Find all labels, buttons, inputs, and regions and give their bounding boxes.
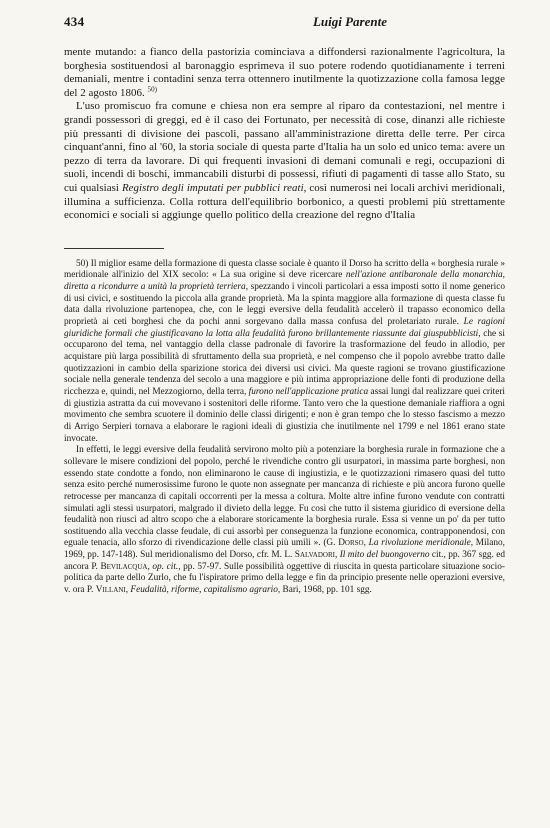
footnote-number: 50) — [76, 258, 89, 269]
body-paragraph — [64, 46, 505, 100]
author-name: Bevilacqua — [100, 561, 148, 572]
book-page — [64, 14, 505, 597]
author-name: Dorso — [338, 538, 364, 549]
author-name: Salvadori — [294, 550, 335, 561]
italic-text: furono nell'applicazione pratica — [248, 386, 369, 397]
text-run: mente mutando: a fianco della pastorizia cominciava a diffondersi razionalmente l'agricoltura, la borghesia sostituendosi al baronaggio esprimeva il suo potere rodendo quotidianamente i terreni demaniali, mentre i contadini senza terra ottennero inutilmente la quotizzazione colla famosa legge del 2 agosto 1806. — [64, 46, 505, 99]
italic-text: La rivoluzione meridionale — [368, 538, 471, 549]
text-run: , — [147, 561, 153, 572]
text-run: , — [334, 550, 340, 561]
text-run: , — [125, 585, 131, 596]
author-name: Villani — [95, 585, 126, 596]
italic-text: nell'azione antibaronale della monarchia, diretta a ricondurre a unità la proprietà terriera — [64, 270, 505, 293]
text-run: cit., pp. 367 sgg. ed ancora P. — [64, 550, 505, 572]
footnote-block — [64, 259, 505, 597]
italic-text: Feudalità, riforme, capitalismo agrario — [130, 585, 278, 596]
body-paragraph — [64, 100, 505, 222]
text-run: , Milano, 1969, pp. 147-148). Sul meridionalismo del Dorso, cfr. M. L. — [64, 538, 505, 561]
text-run: L'uso promiscuo fra comune e chiesa non era sempre al riparo da contestazioni, nel mentre i grandi possessori di greggi, ed è il caso dei Fortunato, per necessità di cose, dinanzi alle richieste più pressanti di divisione dei pascoli, passano all'amministrazione diretta delle terre. Per circa cinquant'anni, fino al '60, la storia sociale di questa parte d'Italia ha un solo ed unico tema: avere un pezzo di terra da lavorare. Di qui frequenti invasioni di demani comunali e regi, occupazioni di suoli, incendi di boschi, immancabili disturbi di possessi, rifiuti di pagamenti di tasse allo Stato, su cui qualsiasi — [64, 100, 505, 194]
text-run: , pp. 57-97. Sulle possibilità oggettive di riuscita in questa particolare situazione socio-politica da parte dello Zurlo, che fu l'ispiratore primo della legge e fin da principio presente nelle operazioni eversive, v. ora P. — [64, 561, 506, 596]
text-run: In effetti, le leggi eversive della feudalità servirono molto più a potenziare la borghesia rurale in formazione che a sollevare le misere condizioni del popolo, perché le rivendiche contro gli usurpatori, in massima parte borghesi, non essendo state condotte a fondo, non eliminarono le cause di ingiustizia, e le quotizzazioni rimasero quasi del tutto senza esito perché numerosissime furono le quote non assegnate per mancanza di richieste e più ancora furono quelle retrocesse per mancanza di capitali occorrenti per la messa a coltura. Molte altre infine furono vendute con contratti simulati agli stessi usurpatori, malgrado il divieto della legge. Fu così che tutto il sistema giuridico di eversione della feudalità non riuscì ad altro scopo che a elaborare storicamente la borghesia rurale. Essa si venne un po' da per tutto sostituendo alla vecchia classe feudale, di cui assorbì per conseguenza la funzione economica, contrapponendosi, con eguale tenacia, allo sforzo di rivendicazione delle classi più umili ». (G. — [64, 445, 505, 549]
text-run: Il miglior esame della formazione di questa classe sociale è quanto il Dorso ha scritto della « borghesia rurale » meridionale all'inizio del XIX secolo: « La sua origine si deve ricercare — [64, 258, 505, 281]
italic-text: op. cit. — [152, 561, 179, 572]
text-run: , che si occuparono del tema, nel vantaggio della classe padronale di favorire la trasformazione del feudo in allodio, per acquistare più larga possibilità di sfruttamento della sua proprietà, e nel compenso che il popolo avrebbe tratto dalle quotizzazioni in cambio della sparizione storica dei diversi usi civici. Ma queste ragioni se trovano giustificazione sociale nella generale tendenza del secolo a una maggiore e più intima appropriazione delle fonti di produzione della ricchezza e, quindi, nel Mezzogiorno, della terra, — [64, 328, 505, 397]
text-run: assai lungi dal realizzare quei criteri di giustizia astratta da cui movevano i sostenitori delle riforme. Tanto vero che la questione demaniale riaffiora a ogni movimento che sembra scuotere il dominio delle classi dirigenti; e non è gran tempo che lo stesso fascismo a mezzo di Arrigo Serpieri tornava a elaborare le ragioni ideali di giustizia che inutilmente nel 1799 e nel 1861 erano state invocate. — [64, 386, 505, 444]
footnote-paragraph — [64, 259, 505, 446]
text-run: , così numerosi nei locali archivi meridionali, illumina a sufficienza. Colla rottura dell'equilibrio borbonico, a questi problemi più strettamente economici e sociali si aggiunge quello politico della creazione del regno d'Italia — [64, 181, 505, 222]
italic-text: Le ragioni giuridiche formali che giustificavano la lotta alla feudalità furono brillantemente riassunte dai giuspubblicisti — [64, 317, 506, 339]
text-run: , Bari, 1968, pp. 101 sgg. — [277, 585, 372, 596]
italic-text: Registro degli imputati per pubblici reati — [121, 181, 304, 194]
page-number: 434 — [64, 14, 85, 29]
footnote-paragraph — [64, 445, 505, 597]
text-run: , spezzando i vincoli particolari a essa imposti sotto il nome generico di usi civici, e sostituendo la piccola alla grande proprietà. Ma la spinta maggiore alla formazione di questa classe fu data dalla rivoluzione partenopea, che, con le leggi eversive della feudalità accelerò il trapasso economico della proprietà ai ceti borghesi che da pochi anni sorgevano dalla massa confusa del proletariato rurale. — [64, 282, 505, 327]
footnote-separator — [64, 248, 164, 249]
main-text — [64, 46, 505, 223]
text-run: , — [363, 538, 369, 549]
footnote-reference: 50) — [147, 85, 158, 94]
running-head: Luigi Parente — [312, 14, 387, 29]
page-header — [64, 14, 505, 32]
italic-text: Il mito del buongoverno — [339, 550, 430, 561]
